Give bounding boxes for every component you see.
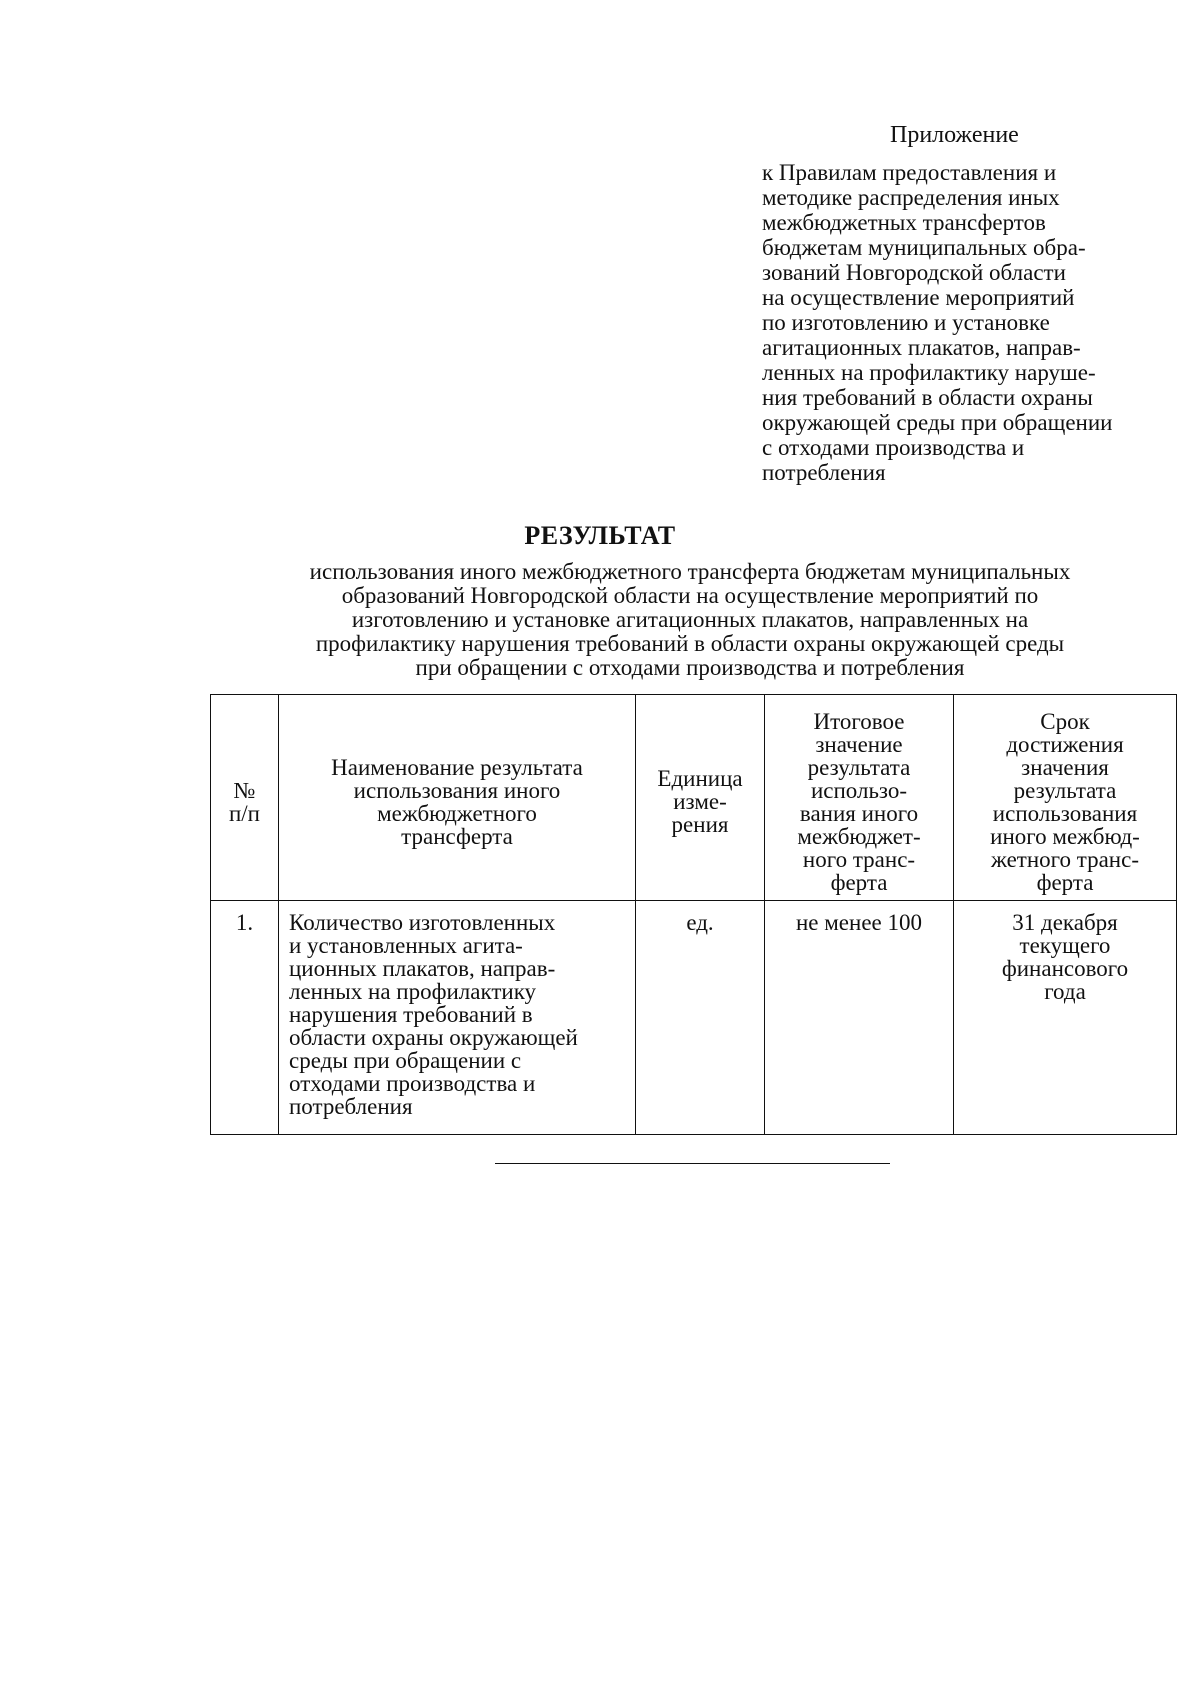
appendix-line: межбюджетных трансфертов: [762, 210, 1046, 235]
appendix-line: на осуществление мероприятий: [762, 285, 1075, 310]
closing-divider: [495, 1163, 890, 1164]
subtitle-line: образований Новгородской области на осуществление мероприятий по: [341, 583, 1039, 608]
results-table: [210, 694, 1177, 1135]
appendix-line: зований Новгородской области: [762, 260, 1066, 285]
header-number: № п/п: [211, 695, 279, 901]
table-header-row: [211, 695, 1177, 901]
header-result-name: Наименование результата использования иного межбюджетного трансферта: [279, 695, 636, 901]
header-unit: Единица изме- рения: [636, 695, 765, 901]
cell-unit: ед.: [636, 901, 765, 1135]
appendix-title: Приложение: [890, 122, 1019, 148]
appendix-line: агитационных плакатов, направ-: [762, 335, 1081, 360]
appendix-line: к Правилам предоставления и: [762, 160, 1057, 185]
cell-final-value: не менее 100: [765, 901, 954, 1135]
subtitle-line: при обращении с отходами производства и потребления: [415, 655, 965, 680]
appendix-line: ния требований в области охраны: [762, 385, 1093, 410]
document-subtitle: [200, 560, 1180, 680]
appendix-line: потребления: [762, 460, 886, 485]
cell-deadline: 31 декабря текущего финансового года: [954, 901, 1177, 1135]
subtitle-line: изготовлению и установке агитационных плакатов, направленных на: [351, 607, 1029, 632]
table-row: [211, 901, 1177, 1135]
appendix-line: по изготовлению и установке: [762, 310, 1050, 335]
appendix-line: ленных на профилактику наруше-: [762, 360, 1096, 385]
appendix-line: с отходами производства и: [762, 435, 1025, 460]
header-final-value: Итоговое значение результата использо- вания иного межбюджет- ного транс- ферта: [765, 695, 954, 901]
appendix-text: [762, 160, 1172, 485]
appendix-line: методике распределения иных: [762, 185, 1060, 210]
subtitle-line: профилактику нарушения требований в области охраны окружающей среды: [315, 631, 1065, 656]
cell-result-name: Количество изготовленных и установленных агита- ционных плакатов, направ- ленных на профилактику нарушения требований в области охраны окружающей среды при обращении с отходами производства и потребления: [279, 901, 636, 1135]
document-title: РЕЗУЛЬТАТ: [524, 521, 676, 550]
appendix-line: бюджетам муниципальных обра-: [762, 235, 1086, 260]
header-deadline: Срок достижения значения результата использования иного межбюд- жетного транс- ферта: [954, 695, 1177, 901]
cell-number: 1.: [211, 901, 279, 1135]
appendix-line: окружающей среды при обращении: [762, 410, 1113, 435]
subtitle-line: использования иного межбюджетного трансферта бюджетам муниципальных: [309, 559, 1071, 584]
